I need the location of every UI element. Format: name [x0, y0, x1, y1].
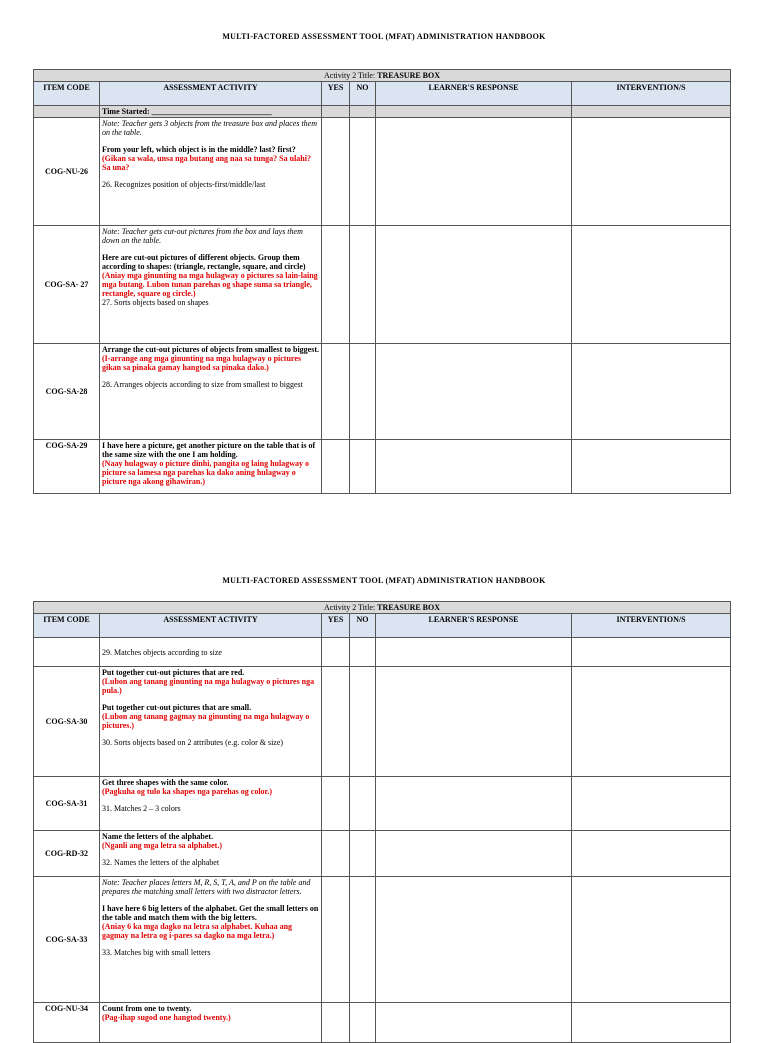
yes-cell[interactable] — [322, 638, 350, 667]
table-row — [34, 344, 731, 440]
no-cell[interactable] — [350, 667, 376, 777]
header-assessment-activity: ASSESSMENT ACTIVITY — [100, 82, 322, 106]
skill-text: 30. Sorts objects based on 2 attributes (e.g. color & size) — [102, 738, 284, 747]
skill-text: 26. Recognizes position of objects-first/middle/last — [102, 180, 266, 189]
learners-response-cell[interactable] — [376, 344, 572, 440]
assessment-table — [33, 69, 731, 494]
learners-response-cell[interactable] — [376, 1003, 572, 1043]
header-assessment-activity: ASSESSMENT ACTIVITY — [100, 614, 322, 638]
translation-text: (Gikan sa wala, unsa nga butang ang naa sa tunga? Sa ulahi? Sa una? — [102, 154, 311, 172]
table-row — [34, 226, 731, 344]
table-row — [34, 440, 731, 494]
activity-title: TREASURE BOX — [377, 603, 441, 612]
no-cell[interactable] — [350, 440, 376, 494]
item-code: COG-SA-28 — [34, 344, 100, 440]
instruction-text: I have here a picture, get another picture on the table that is of the same size with the one I am holding. — [102, 441, 316, 459]
yes-cell[interactable] — [322, 118, 350, 226]
instruction-text: Arrange the cut-out pictures of objects from smallest to biggest. — [102, 345, 319, 354]
no-cell[interactable] — [350, 344, 376, 440]
activity-cell — [100, 440, 322, 494]
translation-text: (Aniay mga ginunting na mga hulagway o pictures sa lain-laing mga butang. Lubon tunan parehas og shape suma sa triangle, rectangle, square og circle.) — [102, 271, 318, 298]
yes-cell[interactable] — [322, 344, 350, 440]
item-code: COG-SA-31 — [34, 777, 100, 831]
header-row — [34, 614, 731, 638]
instruction-text: Get three shapes with the same color. — [102, 778, 229, 787]
no-cell[interactable] — [350, 831, 376, 877]
header-interventions: INTERVENTION/S — [572, 82, 731, 106]
instruction-text: I have here 6 big letters of the alphabet. Get the small letters on the table and match them with the big letters. — [102, 904, 319, 922]
header-item-code: ITEM CODE — [34, 614, 100, 638]
table-row — [34, 667, 731, 777]
learners-response-cell[interactable] — [376, 440, 572, 494]
teacher-note: Note: Teacher gets cut-out pictures from the box and lays them down on the table. — [102, 227, 303, 245]
header-yes: YES — [322, 614, 350, 638]
header-no: NO — [350, 82, 376, 106]
header-no: NO — [350, 614, 376, 638]
table-row — [34, 118, 731, 226]
item-code: COG-NU-26 — [34, 118, 100, 226]
interventions-cell[interactable] — [572, 877, 731, 1003]
item-code: COG-SA-30 — [34, 667, 100, 777]
no-cell[interactable] — [350, 877, 376, 1003]
skill-text: 33. Matches big with small letters — [102, 948, 211, 957]
teacher-note: Note: Teacher gets 3 objects from the treasure box and places them on the table. — [102, 119, 317, 137]
activity-title-row — [34, 602, 731, 614]
item-code — [34, 638, 100, 667]
translation-text: (Aniay 6 ka mga dagko na letra sa alphabet. Kuhaa ang gagmay na letra og i-pares sa dagko na mga letra.) — [102, 922, 293, 940]
instruction-text: From your left, which object is in the middle? last? first? — [102, 145, 296, 154]
item-code: COG-NU-34 — [34, 1003, 100, 1043]
learners-response-cell[interactable] — [376, 118, 572, 226]
yes-cell[interactable] — [322, 777, 350, 831]
instruction-text: Here are cut-out pictures of different objects. Group them according to shapes: (triangle, rectangle, square, and circle) — [102, 253, 306, 271]
learners-response-cell[interactable] — [376, 226, 572, 344]
skill-text: 28. Arranges objects according to size from smallest to biggest — [102, 380, 303, 389]
item-code: COG-SA- 27 — [34, 226, 100, 344]
assessment-table — [33, 601, 731, 1043]
item-code: COG-RD-32 — [34, 831, 100, 877]
item-code: COG-SA-33 — [34, 877, 100, 1003]
yes-cell[interactable] — [322, 1003, 350, 1043]
skill-text: 32. Names the letters of the alphabet — [102, 858, 220, 867]
activity-cell — [100, 831, 322, 877]
interventions-cell[interactable] — [572, 344, 731, 440]
time-started-field[interactable]: Time Started: ______________________________ — [100, 106, 322, 118]
translation-text: (Pagkuha og tulo ka shapes nga parehas og color.) — [102, 787, 273, 796]
activity-cell — [100, 777, 322, 831]
instruction-text: Put together cut-out pictures that are red. — [102, 668, 245, 677]
table-row — [34, 1003, 731, 1043]
skill-text: 27. Sorts objects based on shapes — [102, 298, 209, 307]
header-yes: YES — [322, 82, 350, 106]
skill-text: 31. Matches 2 – 3 colors — [102, 804, 181, 813]
instruction-text: Count from one to twenty. — [102, 1004, 192, 1013]
translation-text: (Pag-ihap sugod one hangtod twenty.) — [102, 1013, 231, 1022]
yes-cell[interactable] — [322, 226, 350, 344]
activity-prefix: Activity 2 Title: — [323, 71, 376, 80]
no-cell[interactable] — [350, 226, 376, 344]
instruction-text-2: Put together cut-out pictures that are small. — [102, 703, 252, 712]
table-row — [34, 831, 731, 877]
header-row — [34, 82, 731, 106]
interventions-cell[interactable] — [572, 638, 731, 667]
interventions-cell[interactable] — [572, 667, 731, 777]
activity-title-row — [34, 70, 731, 82]
time-started-row — [34, 106, 731, 118]
translation-text: (I-arrange ang mga ginunting na mga hulagway o pictures gikan sa pinaka gamay hangtod sa pinaka dako.) — [102, 354, 301, 372]
no-cell[interactable] — [350, 1003, 376, 1043]
no-cell[interactable] — [350, 118, 376, 226]
activity-cell — [100, 638, 322, 667]
interventions-cell[interactable] — [572, 440, 731, 494]
interventions-cell[interactable] — [572, 777, 731, 831]
activity-cell — [100, 1003, 322, 1043]
translation-text: (Lubon ang tanang ginunting na mga hulagway o pictures nga pula.) — [102, 677, 315, 695]
interventions-cell[interactable] — [572, 226, 731, 344]
yes-cell[interactable] — [322, 440, 350, 494]
learners-response-cell[interactable] — [376, 638, 572, 667]
document-title: MULTI-FACTORED ASSESSMENT TOOL (MFAT) ADMINISTRATION HANDBOOK — [222, 32, 546, 41]
interventions-cell[interactable] — [572, 831, 731, 877]
item-code: COG-SA-29 — [34, 440, 100, 494]
activity-prefix: Activity 2 Title: — [323, 603, 376, 612]
activity-cell — [100, 118, 322, 226]
skill-text: 29. Matches objects according to size — [102, 647, 222, 657]
document-title: MULTI-FACTORED ASSESSMENT TOOL (MFAT) ADMINISTRATION HANDBOOK — [222, 576, 546, 585]
no-cell[interactable] — [350, 777, 376, 831]
header-interventions: INTERVENTION/S — [572, 614, 731, 638]
table-row — [34, 877, 731, 1003]
header-learners-response: LEARNER'S RESPONSE — [376, 82, 572, 106]
activity-cell — [100, 667, 322, 777]
translation-text: (Nganli ang mga letra sa alphabet.) — [102, 841, 222, 850]
yes-cell[interactable] — [322, 831, 350, 877]
yes-cell[interactable] — [322, 877, 350, 1003]
teacher-note: Note: Teacher places letters M, R, S, T, A, and P on the table and prepares the matching small letters with two distractor letters. — [102, 878, 311, 896]
activity-title: TREASURE BOX — [377, 71, 441, 80]
translation-text-2: (Lubon ang tanang gagmay na ginunting na mga hulagway o pictures.) — [102, 712, 310, 730]
header-learners-response: LEARNER'S RESPONSE — [376, 614, 572, 638]
learners-response-cell[interactable] — [376, 667, 572, 777]
yes-cell[interactable] — [322, 667, 350, 777]
translation-text: (Naay hulagway o picture dinhi, pangita og laing hulagway o picture sa lamesa nga parehas ka dako aning hulagway o picture nga akong gihawiran.) — [102, 459, 310, 486]
learners-response-cell[interactable] — [376, 877, 572, 1003]
activity-cell — [100, 877, 322, 1003]
interventions-cell[interactable] — [572, 118, 731, 226]
activity-cell — [100, 344, 322, 440]
table-row — [34, 777, 731, 831]
learners-response-cell[interactable] — [376, 777, 572, 831]
header-item-code: ITEM CODE — [34, 82, 100, 106]
no-cell[interactable] — [350, 638, 376, 667]
activity-cell — [100, 226, 322, 344]
learners-response-cell[interactable] — [376, 831, 572, 877]
interventions-cell[interactable] — [572, 1003, 731, 1043]
table-row — [34, 638, 731, 667]
instruction-text: Name the letters of the alphabet. — [102, 832, 214, 841]
